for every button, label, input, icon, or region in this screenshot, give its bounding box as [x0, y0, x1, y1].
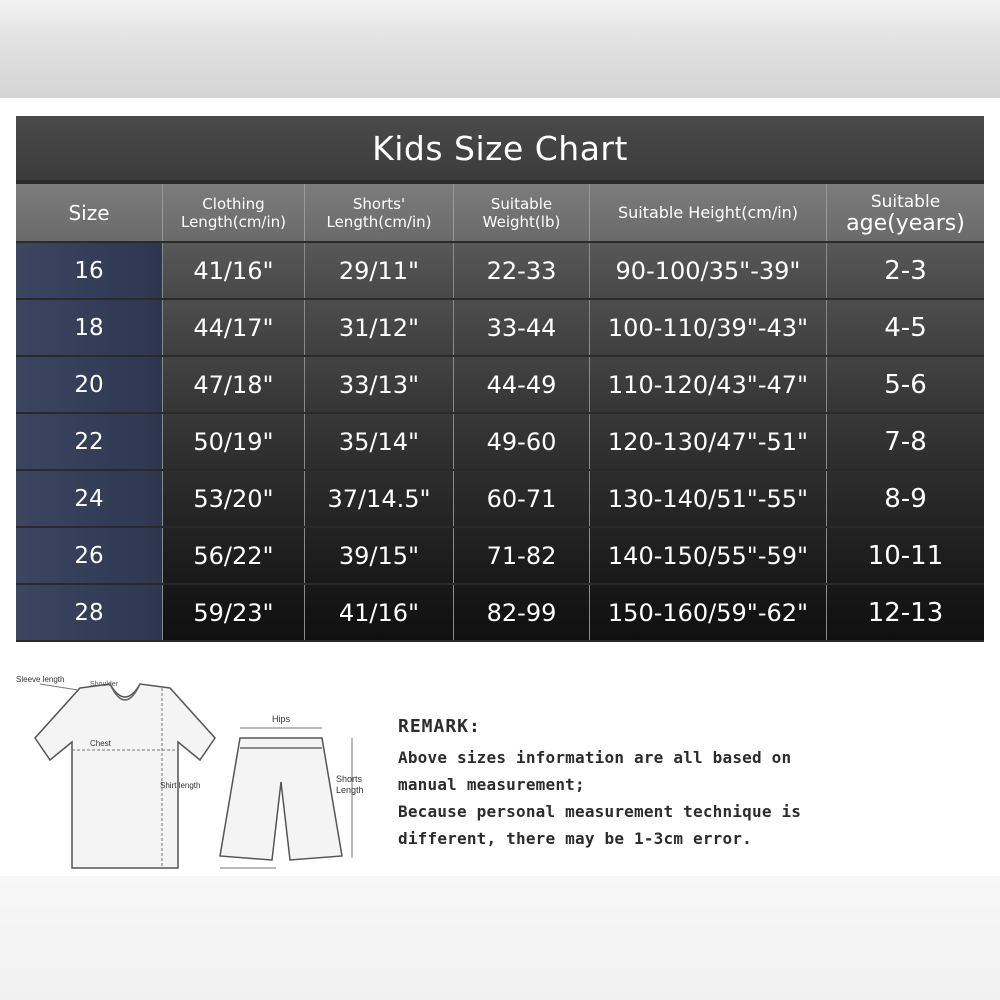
table-header-row — [16, 184, 984, 241]
shorts-outline-icon — [220, 738, 342, 860]
hips-label: Hips — [272, 714, 291, 724]
sleeve-length-label: Sleeve length — [16, 675, 65, 684]
table-row — [16, 357, 984, 412]
cell-clothing-length: 41/16" — [163, 243, 305, 298]
remark-line-3: Because personal measurement technique is — [398, 802, 802, 821]
cell-age: 2-3 — [884, 255, 927, 286]
header-suitable-age-line2: age(years) — [846, 210, 965, 236]
chart-title: Kids Size Chart — [16, 116, 984, 180]
cell-clothing-length: 50/19" — [163, 414, 305, 469]
table-row — [16, 471, 984, 526]
shorts-label-line1: Shorts — [336, 774, 363, 784]
garment-measurement-diagram — [10, 670, 390, 875]
cell-height: 90-100/35"-39" — [590, 243, 827, 298]
cell-size: 24 — [16, 471, 163, 526]
remark-line-4: different, there may be 1-3cm error. — [398, 829, 752, 848]
cell-size: 28 — [16, 585, 163, 640]
cell-size: 18 — [16, 300, 163, 355]
cell-size: 16 — [16, 243, 163, 298]
cell-shorts-length: 39/15" — [305, 528, 454, 583]
chest-label: Chest — [90, 739, 111, 748]
shorts-label-line2: Length — [336, 785, 364, 795]
top-background-band — [0, 0, 1000, 98]
header-suitable-height: Suitable Height(cm/in) — [590, 184, 827, 241]
cell-shorts-length: 31/12" — [305, 300, 454, 355]
header-clothing-length: Clothing Length(cm/in) — [163, 184, 305, 241]
cell-size: 26 — [16, 528, 163, 583]
shoulder-label: Shoulder — [90, 681, 119, 688]
cell-clothing-length: 59/23" — [163, 585, 305, 640]
remark-line-1: Above sizes information are all based on — [398, 748, 792, 767]
cell-shorts-length: 37/14.5" — [305, 471, 454, 526]
cell-clothing-length: 47/18" — [163, 357, 305, 412]
cell-age: 8-9 — [884, 483, 927, 514]
remark-block — [398, 716, 958, 852]
cell-shorts-length: 35/14" — [305, 414, 454, 469]
cell-clothing-length: 44/17" — [163, 300, 305, 355]
cell-age: 7-8 — [884, 426, 927, 457]
table-row — [16, 528, 984, 583]
cell-height: 120-130/47"-51" — [590, 414, 827, 469]
cell-weight: 60-71 — [454, 471, 590, 526]
header-suitable-age — [827, 184, 984, 241]
cell-height: 150-160/59"-62" — [590, 585, 827, 640]
cell-shorts-length: 41/16" — [305, 585, 454, 640]
cell-weight: 82-99 — [454, 585, 590, 640]
header-size: Size — [16, 184, 163, 241]
cell-age: 5-6 — [884, 369, 927, 400]
table-row — [16, 585, 984, 640]
cell-age: 12-13 — [867, 597, 944, 628]
cell-shorts-length: 29/11" — [305, 243, 454, 298]
cell-weight: 49-60 — [454, 414, 590, 469]
cell-weight: 44-49 — [454, 357, 590, 412]
bottom-background-band — [0, 876, 1000, 1000]
remark-title: REMARK: — [398, 716, 481, 737]
cell-size: 22 — [16, 414, 163, 469]
cell-weight: 33-44 — [454, 300, 590, 355]
cell-size: 20 — [16, 357, 163, 412]
table-row — [16, 243, 984, 298]
sleeve-measure-line — [40, 684, 78, 690]
table-row — [16, 300, 984, 355]
shirt-outline-icon — [35, 684, 215, 868]
remark-line-2: manual measurement; — [398, 775, 585, 794]
header-suitable-weight: Suitable Weight(lb) — [454, 184, 590, 241]
cell-clothing-length: 56/22" — [163, 528, 305, 583]
shirt-length-label: Shirt length — [160, 781, 201, 790]
header-shorts-length: Shorts' Length(cm/in) — [305, 184, 454, 241]
cell-weight: 22-33 — [454, 243, 590, 298]
table-row — [16, 414, 984, 469]
size-chart-table — [16, 116, 984, 642]
cell-age: 10-11 — [867, 540, 944, 571]
cell-age: 4-5 — [884, 312, 927, 343]
header-suitable-age-line1: Suitable — [870, 191, 941, 212]
cell-height: 110-120/43"-47" — [590, 357, 827, 412]
lower-section — [0, 660, 1000, 870]
table-body — [16, 243, 984, 642]
cell-clothing-length: 53/20" — [163, 471, 305, 526]
cell-height: 130-140/51"-55" — [590, 471, 827, 526]
cell-shorts-length: 33/13" — [305, 357, 454, 412]
cell-height: 140-150/55"-59" — [590, 528, 827, 583]
cell-weight: 71-82 — [454, 528, 590, 583]
cell-height: 100-110/39"-43" — [590, 300, 827, 355]
